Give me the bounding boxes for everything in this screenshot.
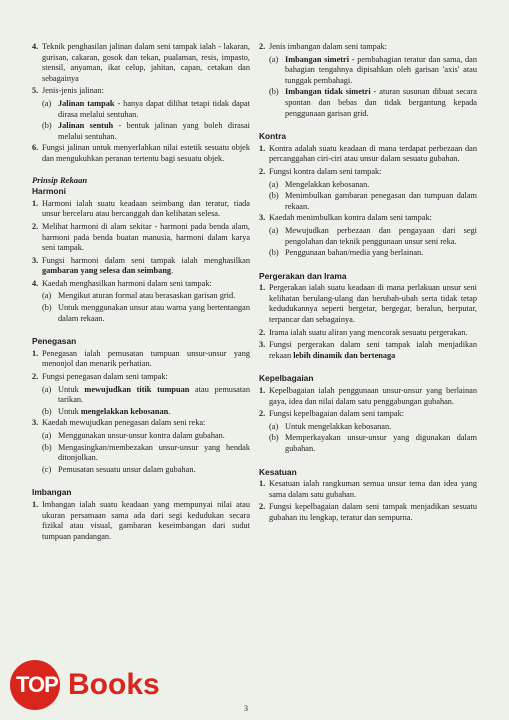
section-title-imbangan: Imbangan <box>32 487 72 498</box>
section-title-prinsip: Prinsip Rekaan <box>32 174 88 185</box>
sub-item: (c) Pemusatan sesuatu unsur dalam gubahan. <box>42 464 196 474</box>
section-title-kepelbagaian: Kepelbagaian <box>259 373 314 384</box>
list-item: 3. Kaedah mewujudkan penegasan dalam seni reka: <box>32 418 206 428</box>
list-item: 2. Fungsi kepelbagaian dalam seni tampak: <box>259 409 405 419</box>
sub-item: (b) Untuk menggunakan unsur atau warna yang bertentangan dalam rekaan. <box>42 303 250 323</box>
sub-item: (b) Menimbulkan gambaran penegasan dan tumpuan dalam rekaan. <box>269 191 477 211</box>
sub-item: (b) Memperkayakan unsur-unsur yang digunakan dalam gubahan. <box>269 433 477 453</box>
section-title-kesatuan: Kesatuan <box>259 466 297 477</box>
list-item: 2. Fungsi kepelbagaian dalam seni tampak menjadikan sesuatu gubahan itu lengkap, teratur dan sempurna. <box>259 502 477 522</box>
sub-item: (a) Menggunakan unsur-unsur kontra dalam gubahan. <box>42 431 225 440</box>
page-number: 3 <box>244 704 248 713</box>
list-item: 5. Jenis-jenis jalinan: <box>32 86 104 96</box>
list-item: 6. Fungsi jalinan untuk menyerlahkan nilai estetik sesuatu objek dan mengukuhkan peranan tertentu bagi sesuatu objek. <box>32 143 250 163</box>
section-title-pergerakan: Pergerakan dan Irama <box>259 270 347 281</box>
list-item: 3. Fungsi pergerakan dalam seni tampak ialah menjadikan rekaan lebih dinamik dan bertenaga <box>259 340 477 360</box>
list-item: 1. Penegasan ialah pemusatan tumpuan unsur-unsur yang menonjol dan menarik perhatian. <box>32 348 250 369</box>
sub-item: (b) Untuk mengelakkan kebosanan. <box>42 406 171 416</box>
sub-item: (a) Jalinan tampak - hanya dapat dilihat tetapi tidak dapat dirasa melalui sentuhan. <box>42 98 251 119</box>
sub-item: (a) Mengelakkan kebosanan. <box>269 179 370 189</box>
sub-item: (a) Untuk mengelakkan kebosanan. <box>269 421 392 431</box>
list-item: 2. Melihat harmoni di alam sekitar - harmoni pada benda alam, harmoni pada benda buatan manusia, harmoni dalam karya seni tampak. <box>32 221 250 253</box>
section-title-penegasan: Penegasan <box>32 336 77 347</box>
list-item: 2. Irama ialah suatu aliran yang mencorak sesuatu pergerakan. <box>259 327 468 337</box>
section-title-harmoni: Harmoni <box>32 186 66 197</box>
list-item: 2. Fungsi kontra dalam seni tampak: <box>259 166 382 176</box>
list-item: 4. Kaedah menghasilkan harmoni dalam seni tampak: <box>32 278 212 288</box>
list-item: 1. Kontra adalah suatu keadaan di mana terdapat perbezaan dan percanggahan ciri-ciri atau unsur dalam sesuatu gubahan. <box>259 143 477 164</box>
list-item: 2. Jenis imbangan dalam seni tampak: <box>259 42 387 51</box>
sub-item: (a) Mewujudkan perbezaan dan pengayaan dari segi pengolahan dan teknik penggunaan unsur seni reka. <box>269 225 477 246</box>
right-column <box>259 42 477 526</box>
sub-item: (a) Imbangan simetri - pembahagian teratur dan sama, dan bahagian tengahnya dipisahkan oleh garisan 'axis' atau tunggak pembahagi. <box>269 54 477 85</box>
sub-item: (b) Mengasingkan/membezakan unsur-unsur yang hendak ditonjolkan. <box>42 442 250 463</box>
topbooks-watermark-logo <box>10 660 200 712</box>
list-item: 1. Harmoni ialah suatu keadaan seimbang dan teratur, tiada unsur bercelaru atau bercanggah dan kelihatan selesa. <box>32 198 250 219</box>
list-item: 1. Kesatuan ialah rangkuman semua unsur tema dan idea yang sama dalam satu gubahan. <box>259 479 477 499</box>
sub-item: (a) Untuk mewujudkan titik tumpuan atau pemusatan tarikan. <box>42 384 250 405</box>
sub-item: (a) Mengikut aturan formal atau berasaskan garisan grid. <box>42 291 236 301</box>
watermark-books-text: Books <box>68 668 160 701</box>
list-item: 2. Fungsi penegasan dalam seni tampak: <box>32 372 168 382</box>
section-title-kontra: Kontra <box>259 131 286 142</box>
sub-item: (b) Jalinan sentuh - bentuk jalinan yang boleh dirasai melalui sentuhan. <box>42 121 250 141</box>
list-item: 3. Kaedah menimbulkan kontra dalam seni tampak: <box>259 213 432 223</box>
list-item: 4. Teknik penghasilan jalinan dalam seni tampak ialah - lakaran, gurisan, cakaran, gosok dan tekan, pualaman, resis, impasto, stensil, anyaman, ikat celup, jahitan, capan, cetakan dan sebagainya <box>32 42 250 83</box>
list-item: 1. Kepelbagaian ialah penggunaan unsur-unsur yang berlainan gaya, idea dan nilai dalam satu penggabungan gubahan. <box>259 386 477 406</box>
sub-item: (b) Penggunaan bahan/media yang berlainan. <box>269 248 424 258</box>
list-item: 1. Pergerakan ialah suatu keadaan di mana perlakuan unsur seni kelihatan berulang-ulang dan berubah-ubah serta tidak tetap kedudukannya seperti bergetar, bergegar, beralun, berputar, terpancar dan sebagainya. <box>259 283 477 325</box>
list-item: 1. Imbangan ialah suatu keadaan yang mempunyai nilai atau ukuran persamaan sama ada dari segi kedudukan secara fizikal atau visual, gambaran keseimbangan dari sudut tumpuan pandangan. <box>32 499 250 541</box>
list-item: 3. Fungsi harmoni dalam seni tampak ialah menghasilkan gambaran yang selesa dan seimbang. <box>32 255 250 276</box>
watermark-top-text: TOP <box>16 672 58 697</box>
sub-item: (b) Imbangan tidak simetri - aturan susunan dibuat secara spontan dan bebas dan tidak bergantung kepada penggunaan garisan grid. <box>269 87 477 118</box>
left-column <box>32 42 250 544</box>
